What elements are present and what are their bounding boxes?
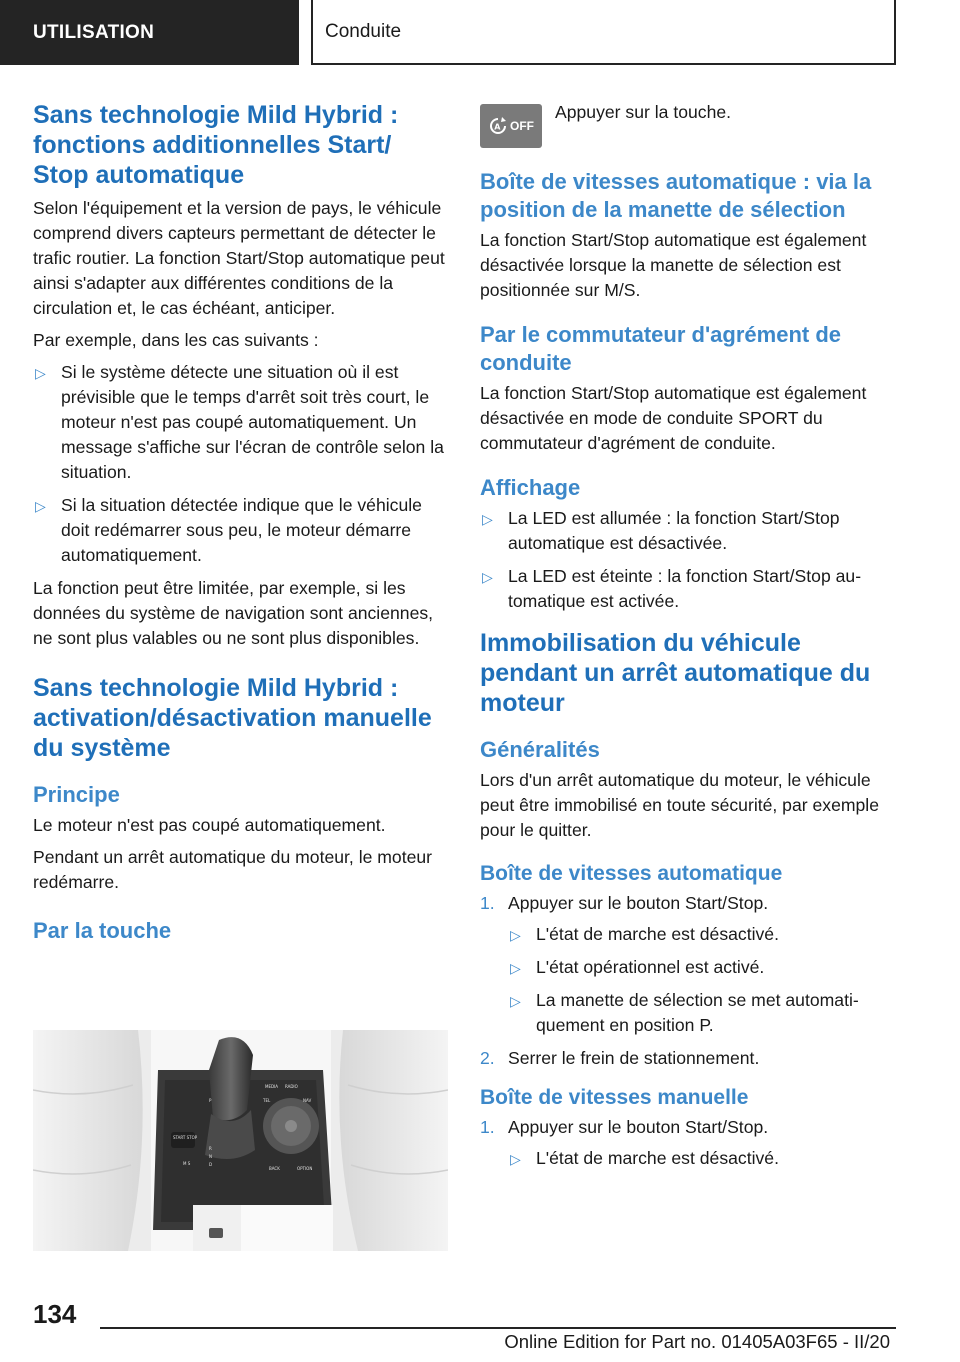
paragraph: La fonction Start/Stop automatique est également désactivée en mode de conduite SPORT du commutateur d'agrément de conduite. [480, 383, 867, 453]
svg-text:A: A [494, 122, 501, 132]
heading-immobilisation: Immobilisation du véhicule pendant un arrêt automatique du moteur [480, 629, 871, 717]
page-number: 134 [33, 1299, 77, 1329]
step-number: 2. [480, 1048, 495, 1068]
heading-bvm: Boîte de vitesses manuelle [480, 1086, 749, 1109]
heading-affichage: Affichage [480, 475, 581, 500]
off-label: OFF [510, 118, 534, 133]
console-label: D [209, 1162, 213, 1167]
heading-par-la-touche: Par la touche [33, 918, 172, 943]
triangle-bullet-icon: ▷ [510, 960, 521, 976]
console-label: M S [183, 1161, 191, 1166]
heading-bva: Boîte de vitesses automatique [480, 862, 783, 885]
console-label: OPTION [297, 1166, 313, 1171]
paragraph: Par exemple, dans les cas suivants : [33, 330, 319, 350]
list-item: ▷ La LED est allumée : la fonction Start/Stop automatique est désactivée. [482, 508, 840, 553]
heading-principe: Principe [33, 782, 120, 807]
console-label: BACK [269, 1166, 280, 1171]
list-item: ▷ Si la situation détectée indique que le véhicule doit redémarrer sous peu, le moteur démarre automatiquement. [35, 495, 422, 565]
list-item: ▷ La manette de sélection se met automatiquement en position P. [510, 990, 859, 1035]
step-number: 1. [480, 1117, 495, 1137]
console-label: N [209, 1154, 212, 1159]
console-label: NAV [303, 1098, 312, 1103]
console-label: R [209, 1146, 212, 1151]
section-title: UTILISATION [33, 21, 155, 43]
heading-generalites: Généralités [480, 737, 600, 762]
affichage-list [480, 506, 896, 614]
console-label: START STOP [173, 1135, 198, 1140]
triangle-bullet-icon: ▷ [35, 365, 46, 381]
bvm-steps [480, 1115, 896, 1171]
console-label: P [209, 1098, 212, 1103]
chapter-title: Conduite [325, 20, 402, 42]
list-item: ▷ L'état de marche est désactivé. [508, 922, 896, 947]
step-number: 1. [480, 893, 495, 913]
triangle-bullet-icon: ▷ [510, 1151, 521, 1167]
paragraph: Pendant un arrêt automatique du moteur, le moteur redémarre. [33, 847, 433, 892]
press-instruction: Appuyer sur la touche. [555, 102, 732, 122]
list-item: 2. Serrer le frein de stationnement. [480, 1046, 896, 1071]
paragraph: La fonction peut être limitée, par exemple, si les données du système de navigation sont anciennes, ne sont plus valables ou ne sont plus disponibles. [33, 578, 434, 648]
triangle-bullet-icon: ▷ [482, 569, 493, 585]
sub-list [508, 1146, 896, 1171]
triangle-bullet-icon: ▷ [510, 927, 521, 943]
paragraph: Lors d'un arrêt automatique du moteur, le véhicule peut être immobilisé en toute sécurité, par exemple pour le quitter. [480, 770, 879, 840]
console-label: MEDIA [265, 1084, 278, 1089]
heading-activation-desactivation: Sans technologie Mild Hybrid : activation/désactivation manuelle du système [33, 674, 432, 762]
edition-note: Online Edition for Part no. 01405A03F65 - II/20 [504, 1331, 890, 1352]
chapter-tab [311, 0, 896, 65]
console-label: RADIO [285, 1084, 298, 1089]
footer-rule [100, 1327, 896, 1329]
list-item: ▷ Si le système détecte une situation où il est prévisible que le temps d'arrêt soit très court, le moteur n'est pas coupé automatiquement. Un message s'affiche sur l'écran de contrôle selon la situation. [35, 362, 444, 482]
triangle-bullet-icon: ▷ [510, 993, 521, 1009]
off-button-row [480, 100, 896, 148]
console-label: TEL [263, 1098, 271, 1103]
list-item: ▷ L'état de marche est désactivé. [508, 1146, 896, 1171]
list-item: ▷ La LED est éteinte : la fonction Start/Stop automatique est activée. [482, 566, 862, 611]
list-item: 1. Appuyer sur le bouton Start/Stop. ▷ L'état de marche est désactivé. [480, 1115, 896, 1171]
sub-list [508, 922, 896, 1038]
bullet-list [33, 360, 449, 568]
triangle-bullet-icon: ▷ [35, 498, 46, 514]
start-stop-off-button-icon [480, 104, 542, 148]
left-column [33, 100, 449, 949]
heading-bva-manette: Boîte de vitesses automatique : via la position de la manette de sélection [480, 169, 872, 222]
paragraph: La fonction Start/Stop automatique est également désactivée lorsque la manette de sélection est positionnée sur M/S. [480, 230, 867, 300]
section-tab [0, 0, 299, 65]
heading-fonctions-start-stop: Sans technologie Mild Hybrid : fonctions additionnelles Start/ Stop automatique [33, 101, 399, 189]
heading-commutateur: Par le commutateur d'agrément de conduite [480, 322, 842, 375]
paragraph: Selon l'équipement et la version de pays, le véhicule comprend divers capteurs permettant de détecter le trafic routier. La fonction Start/Stop automatique peut ainsi s'adapter aux différentes conditions de la circulation et, le cas échéant, anticiper. [33, 198, 445, 318]
bva-steps [480, 891, 896, 1071]
paragraph: Le moteur n'est pas coupé automatiquement. [33, 815, 386, 835]
auto-start-stop-icon [488, 116, 508, 136]
triangle-bullet-icon: ▷ [482, 511, 493, 527]
list-item: 1. Appuyer sur le bouton Start/Stop. ▷ L'état de marche est désactivé. ▷ L'état opérationnel est activé. ▷ La manette de sélection se met automatiquement en position P. [480, 891, 896, 1038]
list-item: ▷ L'état opérationnel est activé. [508, 955, 896, 980]
center-console-photo [33, 1030, 448, 1251]
right-column [480, 100, 896, 1179]
